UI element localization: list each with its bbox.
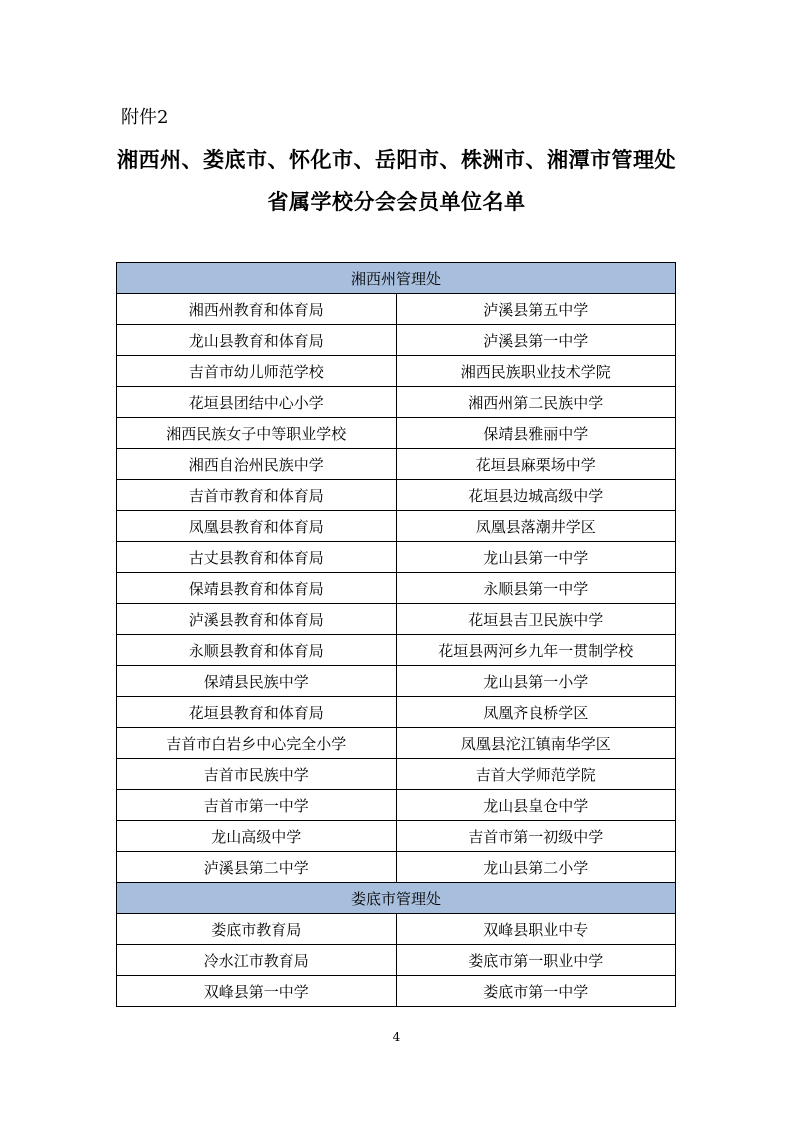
table-row xyxy=(117,604,676,635)
table-row xyxy=(117,945,676,976)
member-unit-right: 凤凰县沱江镇南华学区 xyxy=(396,728,676,759)
table-row xyxy=(117,852,676,883)
member-unit-left: 吉首市教育和体育局 xyxy=(117,480,397,511)
member-unit-left: 泸溪县第二中学 xyxy=(117,852,397,883)
section-header: 湘西州管理处 xyxy=(117,263,676,294)
table-row xyxy=(117,790,676,821)
member-unit-right: 湘西州第二民族中学 xyxy=(396,387,676,418)
member-unit-left: 湘西民族女子中等职业学校 xyxy=(117,418,397,449)
member-unit-left: 娄底市教育局 xyxy=(117,914,397,945)
member-unit-left: 龙山县教育和体育局 xyxy=(117,325,397,356)
table-row xyxy=(117,480,676,511)
member-unit-right: 凤凰齐良桥学区 xyxy=(396,697,676,728)
table-row xyxy=(117,759,676,790)
member-unit-left: 吉首市白岩乡中心完全小学 xyxy=(117,728,397,759)
member-unit-right: 花垣县两河乡九年一贯制学校 xyxy=(396,635,676,666)
member-unit-left: 吉首市民族中学 xyxy=(117,759,397,790)
member-unit-left: 保靖县教育和体育局 xyxy=(117,573,397,604)
table-row xyxy=(117,387,676,418)
member-unit-right: 花垣县边城高级中学 xyxy=(396,480,676,511)
member-unit-left: 凤凰县教育和体育局 xyxy=(117,511,397,542)
member-unit-left: 古丈县教育和体育局 xyxy=(117,542,397,573)
member-unit-right: 花垣县麻栗场中学 xyxy=(396,449,676,480)
member-table xyxy=(116,262,676,1007)
member-unit-left: 花垣县教育和体育局 xyxy=(117,697,397,728)
table-row xyxy=(117,635,676,666)
member-unit-left: 冷水江市教育局 xyxy=(117,945,397,976)
member-unit-right: 龙山县第二小学 xyxy=(396,852,676,883)
section-header: 娄底市管理处 xyxy=(117,883,676,914)
member-unit-right: 花垣县吉卫民族中学 xyxy=(396,604,676,635)
member-unit-left: 花垣县团结中心小学 xyxy=(117,387,397,418)
member-unit-left: 保靖县民族中学 xyxy=(117,666,397,697)
table-row xyxy=(117,697,676,728)
page-number: 4 xyxy=(392,1030,401,1044)
member-unit-right: 娄底市第一职业中学 xyxy=(396,945,676,976)
table-row xyxy=(117,542,676,573)
member-unit-left: 双峰县第一中学 xyxy=(117,976,397,1007)
table-row xyxy=(117,976,676,1007)
member-unit-right: 娄底市第一中学 xyxy=(396,976,676,1007)
table-row xyxy=(117,666,676,697)
member-unit-right: 龙山县皇仓中学 xyxy=(396,790,676,821)
member-unit-left: 泸溪县教育和体育局 xyxy=(117,604,397,635)
member-unit-left: 湘西州教育和体育局 xyxy=(117,294,397,325)
table-row xyxy=(117,821,676,852)
member-unit-left: 龙山高级中学 xyxy=(117,821,397,852)
member-unit-right: 保靖县雅丽中学 xyxy=(396,418,676,449)
member-unit-right: 永顺县第一中学 xyxy=(396,573,676,604)
table-row xyxy=(117,511,676,542)
member-unit-left: 永顺县教育和体育局 xyxy=(117,635,397,666)
member-unit-right: 泸溪县第一中学 xyxy=(396,325,676,356)
section-header-row xyxy=(117,883,676,914)
member-unit-right: 凤凰县落潮井学区 xyxy=(396,511,676,542)
section-header-row xyxy=(117,263,676,294)
member-unit-left: 吉首市第一中学 xyxy=(117,790,397,821)
member-unit-left: 吉首市幼儿师范学校 xyxy=(117,356,397,387)
member-unit-right: 龙山县第一中学 xyxy=(396,542,676,573)
table-row xyxy=(117,728,676,759)
attachment-label: 附件2 xyxy=(121,107,169,128)
table-row xyxy=(117,325,676,356)
document-title-line-2: 省属学校分会会员单位名单 xyxy=(267,190,526,214)
member-unit-right: 龙山县第一小学 xyxy=(396,666,676,697)
member-unit-right: 双峰县职业中专 xyxy=(396,914,676,945)
table-row xyxy=(117,418,676,449)
table-row xyxy=(117,914,676,945)
member-unit-left: 湘西自治州民族中学 xyxy=(117,449,397,480)
member-unit-right: 湘西民族职业技术学院 xyxy=(396,356,676,387)
table-row xyxy=(117,573,676,604)
table-row xyxy=(117,294,676,325)
member-unit-right: 吉首大学师范学院 xyxy=(396,759,676,790)
document-title-line-1: 湘西州、娄底市、怀化市、岳阳市、株洲市、湘潭市管理处 xyxy=(117,148,676,172)
member-unit-right: 吉首市第一初级中学 xyxy=(396,821,676,852)
table-row xyxy=(117,449,676,480)
member-unit-right: 泸溪县第五中学 xyxy=(396,294,676,325)
table-row xyxy=(117,356,676,387)
